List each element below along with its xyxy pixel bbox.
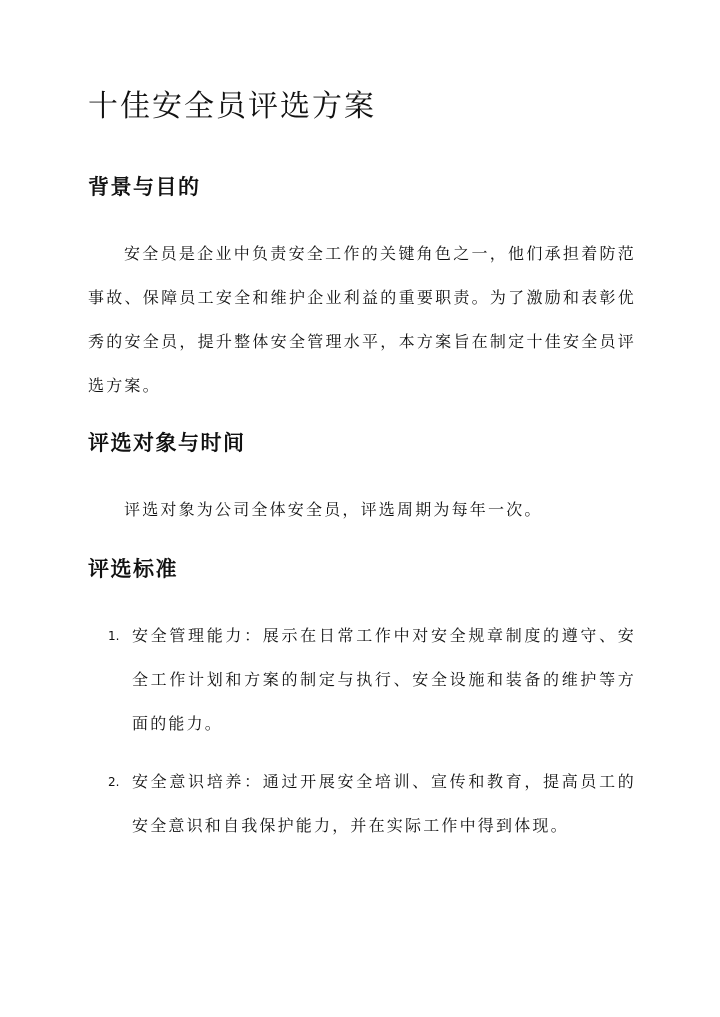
section-heading-background: 背景与目的 xyxy=(88,175,201,199)
document-title: 十佳安全员评选方案 xyxy=(88,89,376,124)
list-item-number: 2. xyxy=(108,775,120,789)
background-paragraph: 安全员是企业中负责安全工作的关键角色之一，他们承担着防范事故、保障员工安全和维护企业利益的重要职责。为了激励和表彰优秀的安全员，提升整体安全管理水平，本方案旨在制定十佳安全员评选方案。 xyxy=(88,244,636,395)
list-item-text: 安全管理能力：展示在日常工作中对安全规章制度的遵守、安全工作计划和方案的制定与执行、安全设施和装备的维护等方面的能力。 xyxy=(132,626,636,733)
list-item-number: 1. xyxy=(108,629,120,643)
list-item-text: 安全意识培养：通过开展安全培训、宣传和教育，提高员工的安全意识和自我保护能力，并在实际工作中得到体现。 xyxy=(132,772,636,835)
list-item xyxy=(88,614,636,746)
criteria-list xyxy=(88,614,636,862)
section-heading-objects: 评选对象与时间 xyxy=(88,431,246,455)
list-item xyxy=(88,760,636,848)
section-heading-standards: 评选标准 xyxy=(88,557,178,581)
objects-paragraph: 评选对象为公司全体安全员，评选周期为每年一次。 xyxy=(124,500,543,519)
